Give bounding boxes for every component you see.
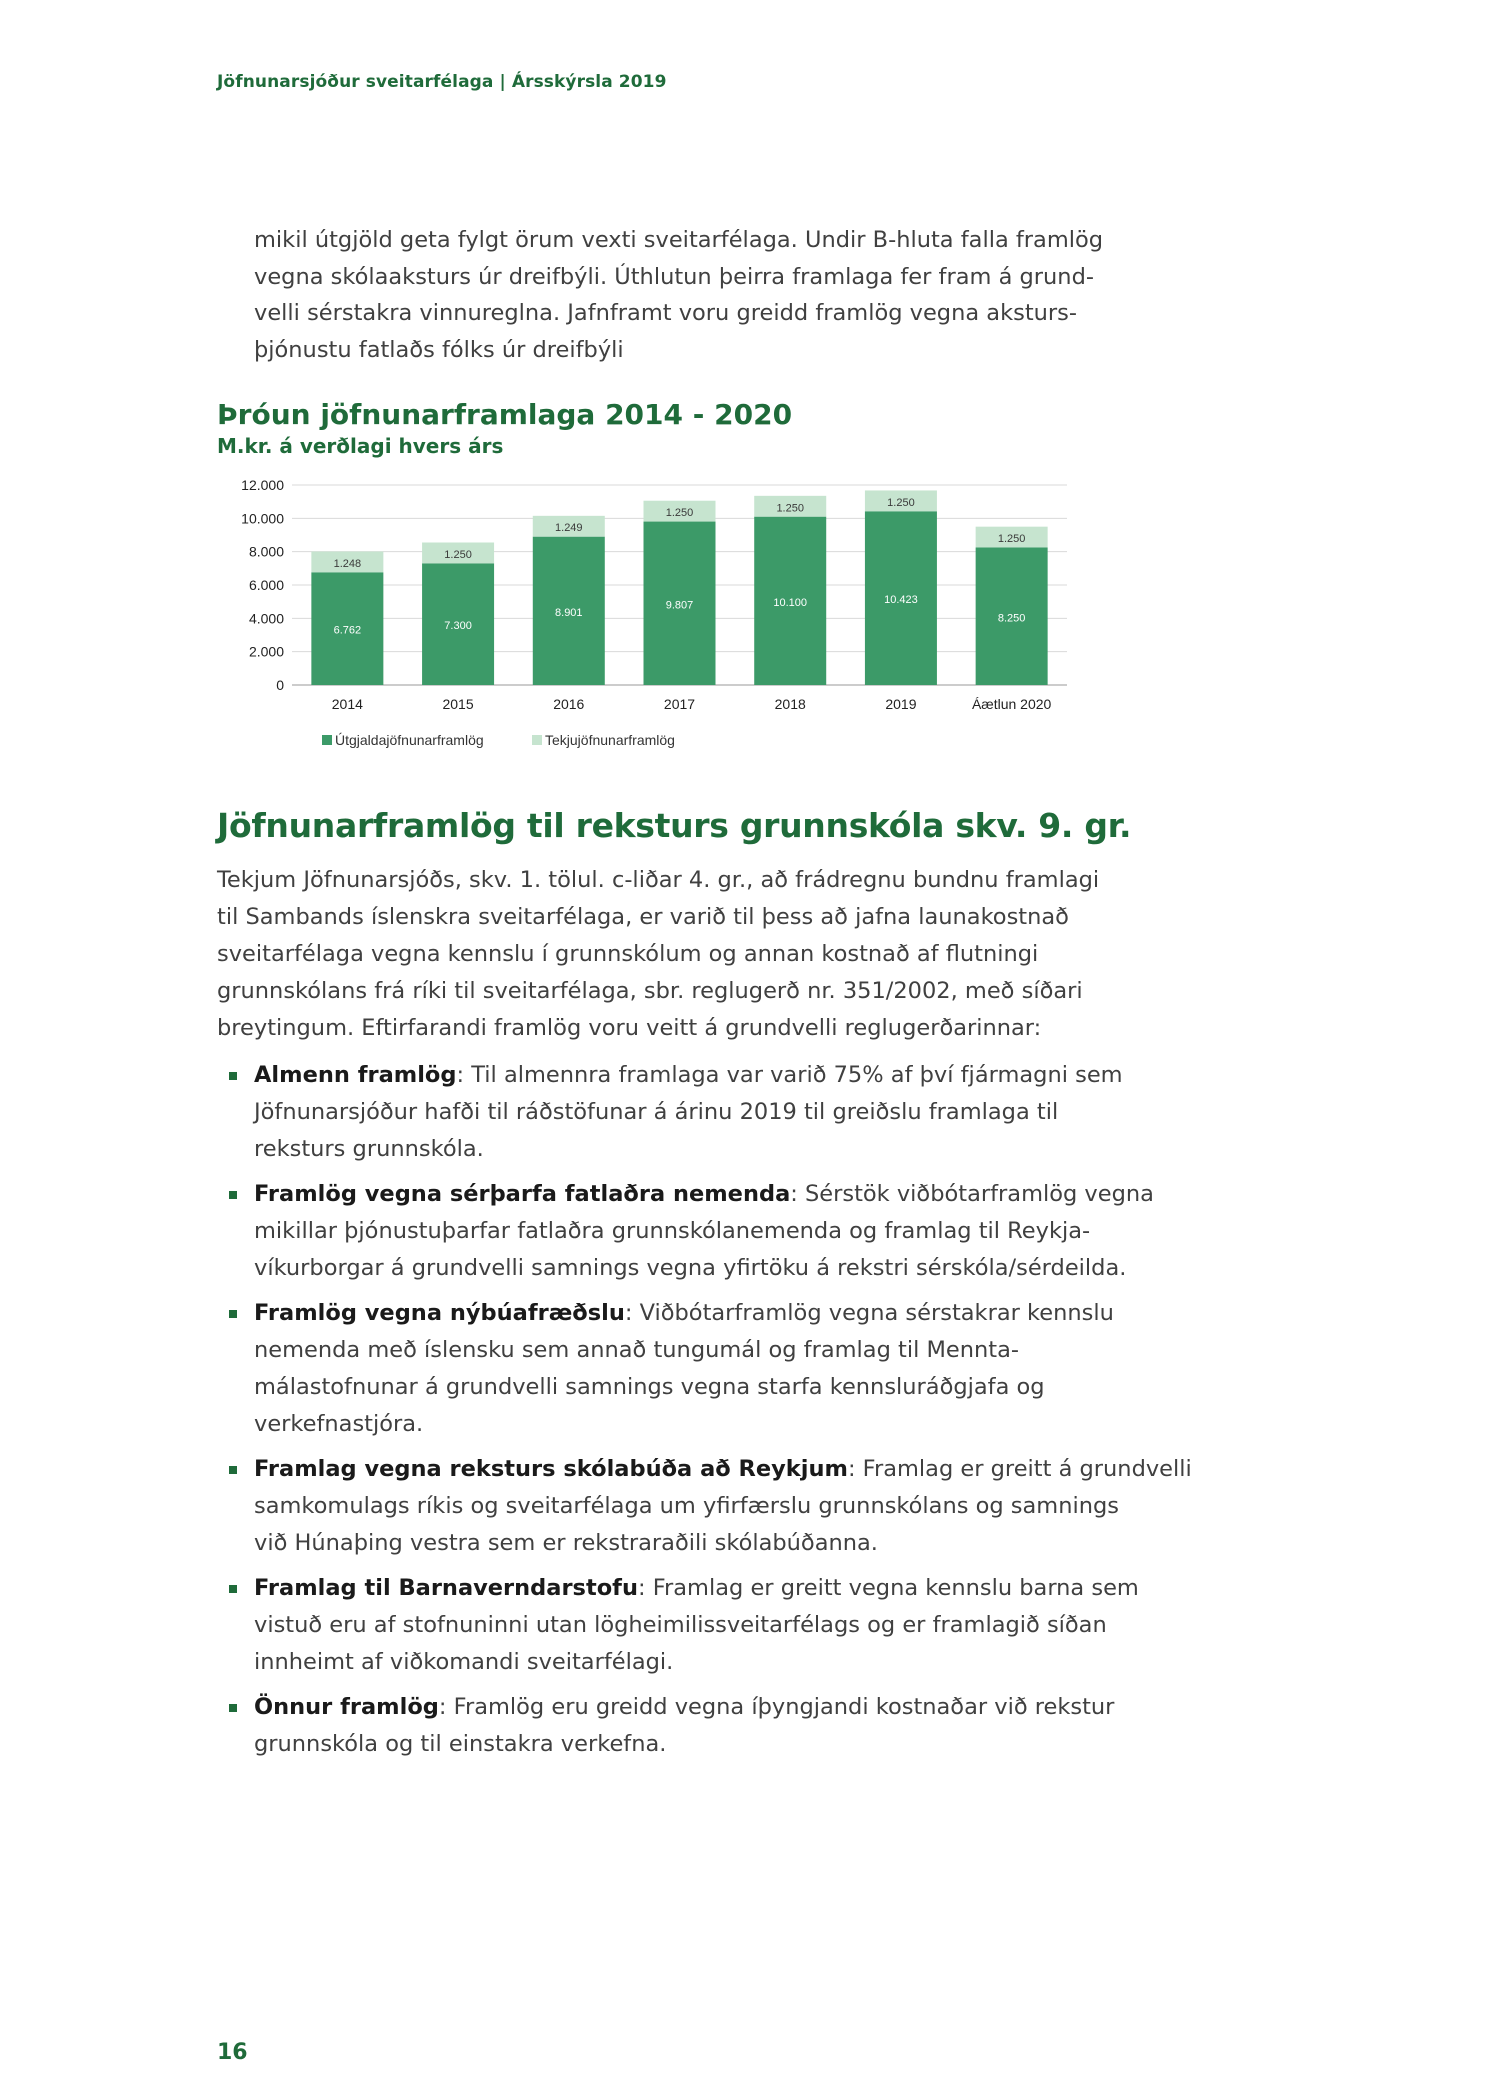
list-item <box>217 1057 1137 1168</box>
bullet-marker <box>229 1310 237 1318</box>
bullet-marker <box>229 1466 237 1474</box>
y-tick-label: 12.000 <box>241 477 284 493</box>
intro-line: velli sérstakra vinnureglna. Jafnframt voru greidd framlög vegna aksturs- <box>254 300 1077 326</box>
data-label: 10.423 <box>884 594 918 607</box>
list-item-line: reksturs grunnskóla. <box>254 1136 484 1162</box>
y-tick-label: 6.000 <box>248 577 284 593</box>
section-line: Tekjum Jöfnunarsjóðs, skv. 1. tölul. c-liðar 4. gr., að frádregnu bundnu framlagi <box>217 867 1100 893</box>
legend-label: Tekjujöfnunarframlög <box>545 732 675 748</box>
list-item <box>217 1570 1137 1681</box>
list-item <box>217 1689 1137 1763</box>
data-label: 8.250 <box>997 612 1026 625</box>
list-item-line <box>254 1451 1192 1488</box>
list-item-line: við Húnaþing vestra sem er rekstraraðili skólabúðanna. <box>254 1530 878 1556</box>
x-tick-label: Áætlun 2020 <box>971 696 1052 712</box>
list-item-line <box>254 1057 1137 1094</box>
list-item-line: Jöfnunarsjóður hafði til ráðstöfunar á árinu 2019 til greiðslu framlaga til <box>254 1099 1059 1125</box>
list-item-line <box>254 1176 1154 1213</box>
x-tick-label: 2016 <box>553 696 585 712</box>
data-label: 1.250 <box>444 548 472 561</box>
section-line: grunnskólans frá ríki til sveitarfélaga, sbr. reglugerð nr. 351/2002, með síðari <box>217 978 1083 1004</box>
bullet-marker <box>229 1585 237 1593</box>
list-item-term: Önnur framlög <box>254 1694 439 1720</box>
y-tick-label: 2.000 <box>248 643 284 660</box>
y-tick-label: 0 <box>276 677 284 693</box>
list-item-term: Almenn framlög <box>254 1062 457 1088</box>
intro-line: þjónustu fatlaðs fólks úr dreifbýli <box>254 336 624 363</box>
list-item <box>217 1295 1137 1443</box>
list-item-line: víkurborgar á grundvelli samnings vegna yfirtöku á rekstri sérskóla/sérdeilda. <box>254 1255 1127 1281</box>
x-tick-label: 2015 <box>442 696 474 712</box>
data-label: 1.250 <box>776 502 804 515</box>
intro-line: mikil útgjöld geta fylgt örum vexti sveitarfélaga. Undir B-hluta falla framlög <box>254 227 1104 253</box>
list-item-text: : Framlag er greitt vegna kennslu barna sem <box>637 1575 1139 1601</box>
list-item-line: málastofnunar á grundvelli samnings vegna starfa kennsluráðgjafa og <box>254 1374 1045 1400</box>
list-item-line <box>254 1570 1137 1607</box>
x-tick-label: 2019 <box>885 696 917 712</box>
list-item-text: : Framlög eru greidd vegna íþyngjandi kostnaðar við rekstur <box>438 1694 1115 1720</box>
chart-title: Þróun jöfnunarframlaga 2014 - 2020 <box>217 398 793 431</box>
data-label: 1.250 <box>887 496 915 509</box>
list-item-line <box>254 1689 1137 1726</box>
list-item-text: : Framlag er greitt á grundvelli <box>847 1456 1192 1482</box>
x-tick-label: 2014 <box>331 696 363 712</box>
contribution-list <box>217 1057 1192 1771</box>
chart-subtitle: M.kr. á verðlagi hvers árs <box>217 434 504 458</box>
section-line: breytingum. Eftirfarandi framlög voru veitt á grundvelli reglugerðarinnar: <box>217 1015 1042 1041</box>
list-item-line: grunnskóla og til einstakra verkefna. <box>254 1731 667 1757</box>
list-item-term: Framlög vegna sérþarfa fatlaðra nemenda <box>254 1181 791 1207</box>
list-item-text: : Sérstök viðbótarframlög vegna <box>790 1181 1154 1207</box>
list-item-line: innheimt af viðkomandi sveitarfélagi. <box>254 1649 674 1675</box>
y-tick-label: 10.000 <box>241 510 284 527</box>
legend-swatch <box>322 735 332 745</box>
data-label: 1.250 <box>997 533 1026 546</box>
legend-label: Útgjaldajöfnunarframlög <box>335 732 484 748</box>
data-label: 10.100 <box>773 596 808 609</box>
data-label: 1.248 <box>333 557 362 570</box>
section-line: sveitarfélaga vegna kennslu í grunnskólum og annan kostnað af flutningi <box>217 941 1039 967</box>
list-item-text: : Til almennra framlaga var varið 75% af því fjármagni sem <box>456 1062 1123 1088</box>
data-label: 7.300 <box>444 620 472 633</box>
data-label: 1.250 <box>665 507 694 520</box>
x-tick-label: 2018 <box>774 696 806 712</box>
list-item-line <box>254 1295 1137 1332</box>
list-item-line: verkefnastjóra. <box>254 1411 424 1437</box>
data-label: 1.249 <box>555 522 583 535</box>
y-tick-label: 4.000 <box>248 610 284 627</box>
page-number: 16 <box>217 2040 248 2065</box>
data-label: 6.762 <box>333 624 362 637</box>
list-item-line: mikillar þjónustuþarfar fatlaðra grunnskólanemenda og framlag til Reykja- <box>254 1218 1091 1244</box>
list-item-term: Framlög vegna nýbúafræðslu <box>254 1300 625 1326</box>
data-label: 9.807 <box>665 599 694 612</box>
list-item <box>217 1451 1192 1562</box>
section-paragraph <box>217 862 1117 1047</box>
list-item <box>217 1176 1154 1287</box>
bullet-marker <box>229 1704 237 1712</box>
y-tick-label: 8.000 <box>248 543 284 560</box>
list-item-line: vistuð eru af stofnuninni utan lögheimilissveitarfélags og er framlagið síðan <box>254 1612 1107 1638</box>
list-item-line: nemenda með íslensku sem annað tungumál og framlag til Mennta- <box>254 1337 1019 1363</box>
section-line: til Sambands íslenskra sveitarfélaga, er varið til þess að jafna launakostnað <box>217 904 1069 930</box>
legend-swatch <box>532 735 542 745</box>
list-item-term: Framlag til Barnaverndarstofu <box>254 1575 638 1601</box>
section-heading: Jöfnunarframlög til reksturs grunnskóla skv. 9. gr. <box>217 806 1132 845</box>
list-item-line: samkomulags ríkis og sveitarfélaga um yfirfærslu grunnskólans og samnings <box>254 1493 1119 1519</box>
x-tick-label: 2017 <box>663 696 696 712</box>
intro-line: vegna skólaaksturs úr dreifbýli. Úthlutun þeirra framlaga fer fram á grund- <box>254 263 1094 290</box>
list-item-text: : Viðbótarframlög vegna sérstakrar kennslu <box>624 1300 1114 1326</box>
bullet-marker <box>229 1072 237 1080</box>
intro-paragraph <box>254 222 1134 368</box>
list-item-term: Framlag vegna reksturs skólabúða að Reykjum <box>254 1456 848 1482</box>
running-header: Jöfnunarsjóður sveitarfélaga | Ársskýrsla 2019 <box>217 72 667 92</box>
stacked-bar-chart <box>217 470 1097 770</box>
data-label: 8.901 <box>555 606 583 619</box>
bullet-marker <box>229 1191 237 1199</box>
